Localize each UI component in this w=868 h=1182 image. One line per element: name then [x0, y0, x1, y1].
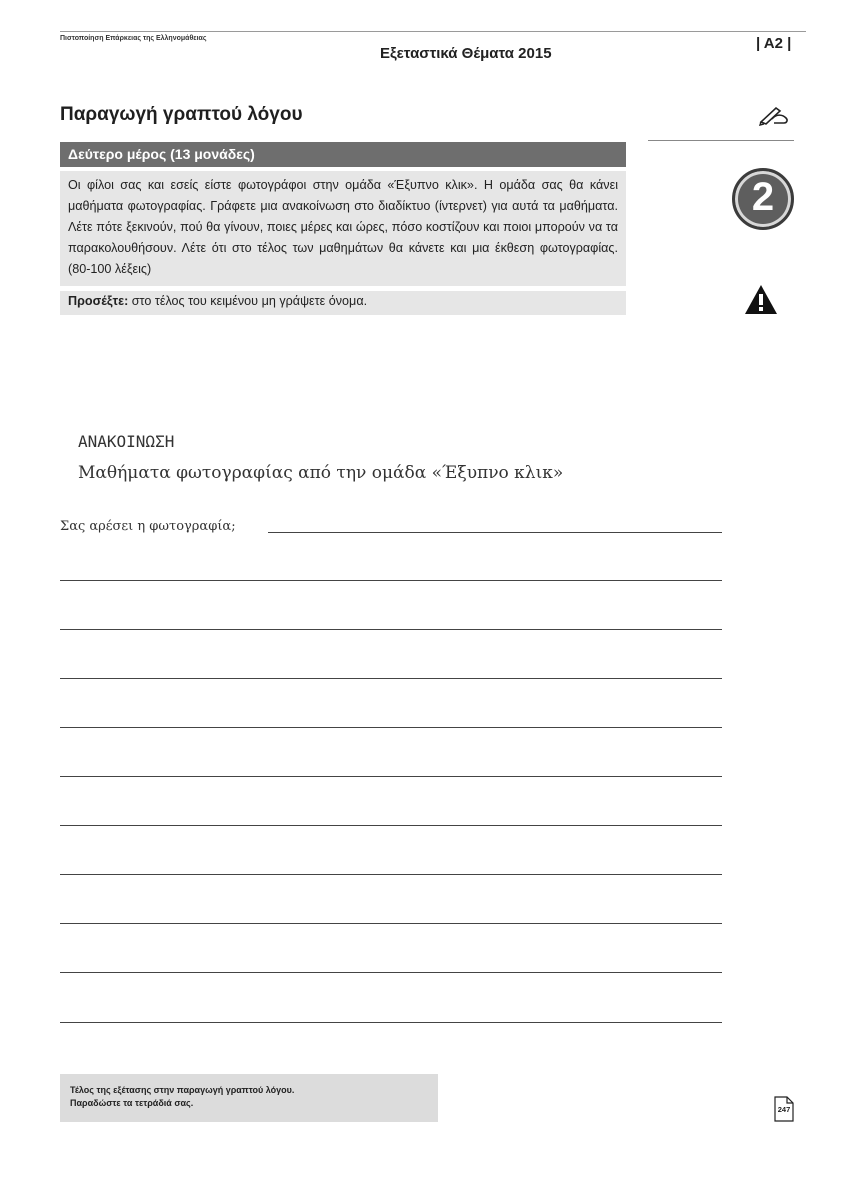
end-note-line-2: Παραδώστε τα τετράδιά σας. [70, 1098, 194, 1108]
writing-line[interactable] [60, 1022, 722, 1023]
writing-line[interactable] [60, 580, 722, 581]
certificate-label: Πιστοποίηση Επάρκειας της Ελληνομάθειας [60, 35, 207, 42]
announcement-title: ΑΝΑΚΟΙΝΩΣΗ [78, 432, 175, 451]
writing-line[interactable] [60, 629, 722, 630]
exam-title: Εξεταστικά Θέματα 2015 [380, 45, 552, 62]
page-number: 247 [777, 1105, 791, 1114]
announcement-subtitle: Μαθήματα φωτογραφίας από την ομάδα «Έξυπνο κλικ» [78, 463, 564, 483]
end-note-line-1: Τέλος της εξέτασης στην παραγωγή γραπτού λόγου. [70, 1085, 295, 1095]
task-note [60, 291, 626, 315]
side-divider [648, 140, 794, 141]
task-note-text: στο τέλος του κειμένου μη γράψετε όνομα. [128, 294, 368, 308]
writing-line[interactable] [60, 776, 722, 777]
task-number: 2 [751, 175, 775, 219]
writing-line[interactable] [60, 923, 722, 924]
end-of-exam-note [60, 1074, 438, 1122]
section-title: Παραγωγή γραπτού λόγου [60, 104, 303, 125]
writing-line[interactable] [60, 678, 722, 679]
writing-line[interactable] [60, 874, 722, 875]
task-note-label: Προσέξτε: [68, 294, 129, 308]
task-number-badge [732, 168, 794, 230]
header-rule [60, 31, 806, 32]
level-code: | A2 | [756, 35, 792, 52]
task-box [60, 142, 626, 312]
task-instructions: Οι φίλοι σας και εσείς είστε φωτογράφοι στην ομάδα «Έξυπνο κλικ». Η ομάδα σας θα κάνει μαθήματα φωτογραφίας. Γράφετε μια ανακοίνωση στο διαδίκτυο (ίντερνετ) για αυτά τα μαθήματα. Λέτε πότε ξεκινούν, πού θα γίνουν, ποιες μέρες και ώρες, πόσο κοστίζουν και ποιοι μπορούν να τα παρακολουθήσουν. Λέτε ότι στο τέλος των μαθημάτων θα κάνετε και μια έκθεση φωτογραφίας. (80-100 λέξεις) [60, 171, 626, 286]
writing-hand-icon [758, 104, 790, 126]
task-header: Δεύτερο μέρος (13 μονάδες) [60, 142, 626, 167]
writing-line[interactable] [268, 532, 722, 533]
writing-line[interactable] [60, 727, 722, 728]
writing-line[interactable] [60, 825, 722, 826]
warning-triangle-icon [744, 284, 778, 315]
writing-line[interactable] [60, 972, 722, 973]
opening-question: Σας αρέσει η φωτογραφία; [60, 519, 236, 534]
